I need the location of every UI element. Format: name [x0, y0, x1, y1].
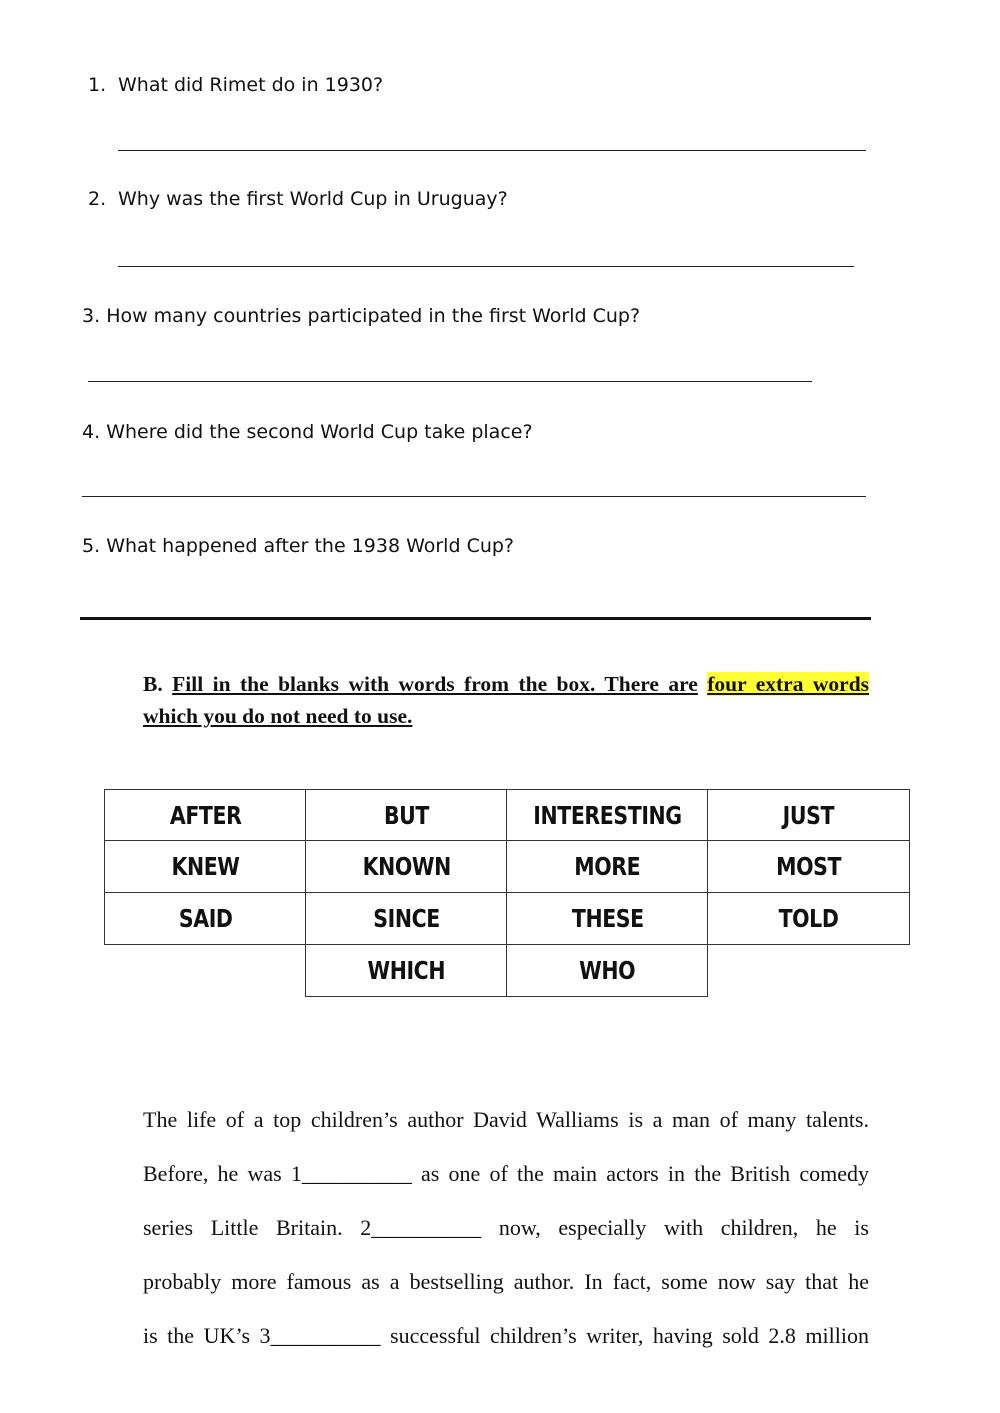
- question-3: [82, 304, 640, 328]
- question-3-text: How many countries participated in the first World Cup?: [106, 305, 641, 327]
- section-b-instruction: [143, 668, 869, 732]
- question-3-number: 3.: [82, 305, 101, 327]
- word-cell: KNEW: [104, 840, 306, 892]
- question-4: [82, 420, 533, 444]
- answer-line-4[interactable]: [82, 496, 866, 497]
- question-4-text: Where did the second World Cup take place?: [106, 421, 533, 443]
- word-cell: JUST: [707, 789, 910, 841]
- question-1-number: 1.: [88, 74, 107, 96]
- question-4-number: 4.: [82, 421, 101, 443]
- question-1-text: What did Rimet do in 1930?: [118, 74, 384, 96]
- word-cell: THESE: [506, 892, 708, 944]
- word-cell: KNOWN: [305, 840, 507, 892]
- answer-line-3[interactable]: [88, 381, 812, 382]
- passage-line-4: probably more famous as a bestselling author. In fact, some now say that he: [143, 1269, 869, 1294]
- word-cell: INTERESTING: [506, 789, 708, 841]
- word-cell: MOST: [707, 840, 910, 892]
- passage-line-1: The life of a top children’s author David Walliams is a man of many talents.: [143, 1107, 869, 1132]
- passage-line-3: series Little Britain. 2__________ now, especially with children, he is: [143, 1215, 869, 1240]
- question-2: [88, 187, 508, 211]
- passage-line-5: is the UK’s 3__________ successful children’s writer, having sold 2.8 million: [143, 1323, 869, 1348]
- word-cell: WHO: [506, 944, 708, 997]
- section-b-label: B.: [143, 672, 163, 696]
- question-5: [82, 534, 514, 558]
- passage-line-2: Before, he was 1__________ as one of the main actors in the British comedy: [143, 1161, 869, 1186]
- word-cell: SINCE: [305, 892, 507, 944]
- instruction-text-2: which you do not need to use.: [143, 704, 413, 728]
- word-cell: BUT: [305, 789, 507, 841]
- question-5-text: What happened after the 1938 World Cup?: [106, 535, 515, 557]
- word-cell: TOLD: [707, 892, 910, 945]
- question-2-text: Why was the first World Cup in Uruguay?: [118, 188, 508, 210]
- answer-line-1[interactable]: [118, 150, 866, 151]
- answer-line-5[interactable]: [80, 617, 871, 620]
- word-cell: AFTER: [104, 789, 306, 841]
- instruction-highlight: four extra words: [707, 672, 870, 696]
- word-cell: SAID: [104, 892, 306, 945]
- answer-line-2[interactable]: [118, 266, 854, 267]
- question-5-number: 5.: [82, 535, 101, 557]
- word-cell: MORE: [506, 840, 708, 892]
- question-1: [88, 73, 383, 97]
- instruction-text-1: Fill in the blanks with words from the box. There are: [172, 672, 698, 696]
- word-cell: WHICH: [305, 944, 507, 997]
- question-2-number: 2.: [88, 188, 107, 210]
